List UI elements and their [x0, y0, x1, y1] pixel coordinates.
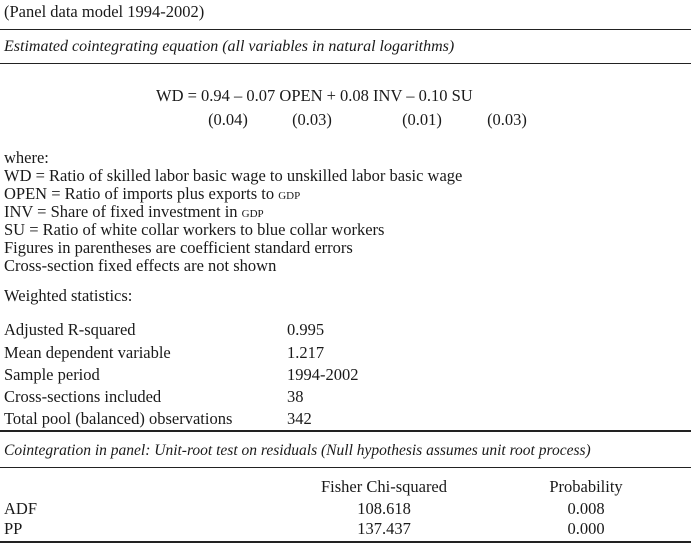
- stat-value: 0.995: [287, 320, 325, 339]
- stat-value: 38: [287, 387, 304, 406]
- stat-label: Total pool (balanced) observations: [4, 409, 233, 428]
- definition-line: INV = Share of fixed investment in gdp: [4, 202, 264, 221]
- definition-line: OPEN = Ratio of imports plus exports to gdp: [4, 184, 301, 203]
- stat-label: Sample period: [4, 365, 100, 384]
- column-header-chi: Fisher Chi-squared: [320, 477, 448, 496]
- test-name: ADF: [4, 499, 38, 518]
- stats-rule: [0, 430, 691, 432]
- std-error: (0.03): [292, 110, 332, 129]
- definition-line: Figures in parentheses are coefficient standard errors: [4, 238, 353, 257]
- probability-value: 0.000: [567, 519, 605, 538]
- section-rule: [0, 63, 691, 64]
- chi-value: 108.618: [357, 499, 411, 518]
- stat-label: Mean dependent variable: [4, 343, 171, 362]
- stat-value: 1994-2002: [287, 365, 359, 384]
- std-error: (0.04): [208, 110, 248, 129]
- definition-line: Cross-section fixed effects are not shown: [4, 256, 277, 275]
- column-header-probability: Probability: [549, 477, 623, 496]
- stat-value: 1.217: [287, 343, 325, 362]
- chi-value: 137.437: [357, 519, 411, 538]
- test-name: PP: [4, 519, 23, 538]
- stat-label: Cross-sections included: [4, 387, 162, 406]
- stat-label: Adjusted R-squared: [4, 320, 136, 339]
- definition-line: WD = Ratio of skilled labor basic wage to unskilled labor basic wage: [4, 166, 463, 185]
- panel-header: (Panel data model 1994-2002): [4, 2, 205, 21]
- definition-line: SU = Ratio of white collar workers to blue collar workers: [4, 220, 385, 239]
- top-rule: [0, 29, 691, 30]
- unit-root-rule: [0, 467, 691, 468]
- probability-value: 0.008: [567, 499, 605, 518]
- section-title: Estimated cointegrating equation (all variables in natural logarithms): [4, 38, 455, 55]
- std-error: (0.01): [402, 110, 442, 129]
- bottom-rule: [0, 541, 691, 543]
- stat-value: 342: [287, 409, 312, 428]
- unit-root-title: Cointegration in panel: Unit-root test on residuals (Null hypothesis assumes unit root process): [4, 442, 591, 459]
- cointegrating-equation: WD = 0.94 – 0.07 OPEN + 0.08 INV – 0.10 SU: [156, 86, 473, 105]
- where-label: where:: [4, 148, 49, 167]
- weighted-statistics-label: Weighted statistics:: [4, 286, 133, 305]
- std-error: (0.03): [487, 110, 527, 129]
